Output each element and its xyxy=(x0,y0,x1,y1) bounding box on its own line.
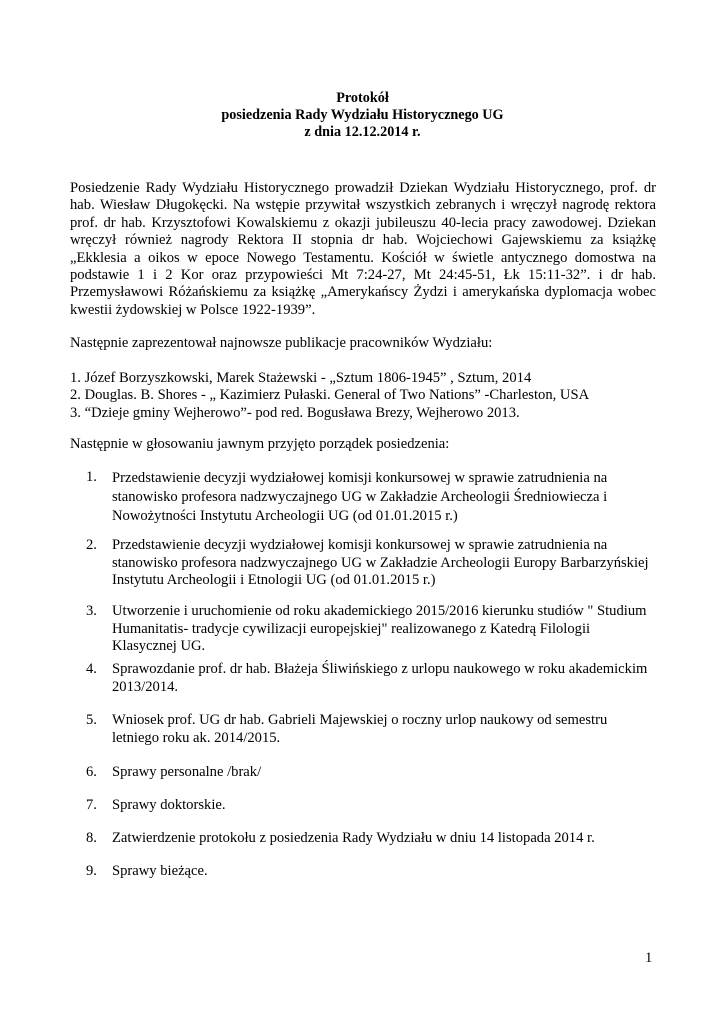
agenda-item-text: Wniosek prof. UG dr hab. Gabrieli Majewskiej o roczny urlop naukowy od semestru letniego roku ak. 2014/2015. xyxy=(112,712,608,746)
document-title xyxy=(0,90,725,141)
intro-paragraph: Posiedzenie Rady Wydziału Historycznego prowadził Dziekan Wydziału Historycznego, prof. dr hab. Wiesław Długokęcki. Na wstępie przywitał wszystkich zebranych i wręczył nagrodę rektora prof. dr hab. Krzysztofowi Kowalskiemu z okazji jubileuszu 40-lecia pracy zawodowej. Dziekan wręczył również nagrody Rektora II stopnia dr hab. Wojciechowi Gajewskiemu za książkę „Ekklesia a oikos w epoce Nowego Testamentu. Kościół w świetle antycznego domostwa na podstawie 1 i 2 Kor oraz przypowieści Mt 7:24-27, Mt 24:45-51, Łk 15:11-32”. i dr hab. Przemysławowi Różańskiemu za książkę „Amerykańscy Żydzi i amerykańska dyplomacja wobec kwestii żydowskiej w Polsce 1922-1939”. xyxy=(70,180,656,318)
agenda-item-number: 2. xyxy=(86,537,97,553)
publications-list xyxy=(70,370,656,422)
page-number: 1 xyxy=(645,950,653,966)
title-line-3: z dnia 12.12.2014 r. xyxy=(304,124,421,140)
publications-intro: Następnie zaprezentował najnowsze publikacje pracowników Wydziału: xyxy=(70,335,493,351)
agenda-item-text: Przedstawienie decyzji wydziałowej komisji konkursowej w sprawie zatrudnienia na stanowisko profesora nadzwyczajnego UG w Zakładzie Archeologii Europy Barbarzyńskiej Instytutu Archeologii i Etnologii UG (od 01.01.2015 r.) xyxy=(112,537,649,589)
agenda-item-number: 8. xyxy=(86,830,97,846)
title-line-2: posiedzenia Rady Wydziału Historycznego UG xyxy=(221,107,504,123)
agenda-item-text: Sprawy doktorskie. xyxy=(112,797,226,813)
agenda-intro: Następnie w głosowaniu jawnym przyjęto porządek posiedzenia: xyxy=(70,436,450,452)
agenda-item-text: Sprawozdanie prof. dr hab. Błażeja Śliwińskiego z urlopu naukowego w roku akademickim 2013/2014. xyxy=(112,661,648,695)
agenda-item-number: 6. xyxy=(86,764,97,780)
agenda-item-text: Sprawy personalne /brak/ xyxy=(112,764,262,780)
agenda-item-text: Sprawy bieżące. xyxy=(112,863,208,879)
title-line-1: Protokół xyxy=(336,90,389,106)
agenda-item-text: Utworzenie i uruchomienie od roku akademickiego 2015/2016 kierunku studiów " Studium Humanitatis- tradycje cywilizacji europejskiej" realizowanego z Katedrą Filologii Klasycznej UG. xyxy=(112,603,647,655)
agenda-item-text: Zatwierdzenie protokołu z posiedzenia Rady Wydziału w dniu 14 listopada 2014 r. xyxy=(112,830,595,846)
agenda-item-number: 4. xyxy=(86,661,97,677)
publication-item: 2. Douglas. B. Shores - „ Kazimierz Pułaski. General of Two Nations” -Charleston, USA xyxy=(70,387,590,404)
agenda-item-number: 7. xyxy=(86,797,97,813)
agenda-item-text: Przedstawienie decyzji wydziałowej komisji konkursowej w sprawie zatrudnienia na stanowisko profesora nadzwyczajnego UG w Zakładzie Archeologii Średniowiecza i Nowożytności Instytutu Archeologii UG (od 01.01.2015 r.) xyxy=(112,470,608,524)
publication-item: 1. Józef Borzyszkowski, Marek Stażewski - „Sztum 1806-1945” , Sztum, 2014 xyxy=(70,370,532,386)
publication-item: 3. “Dzieje gminy Wejherowo”- pod red. Bogusława Brezy, Wejherowo 2013. xyxy=(70,404,520,421)
agenda-item-number: 3. xyxy=(86,603,97,619)
agenda-item-number: 5. xyxy=(86,712,97,728)
agenda-item-number: 9. xyxy=(86,863,97,879)
agenda-item-number: 1. xyxy=(86,469,97,485)
